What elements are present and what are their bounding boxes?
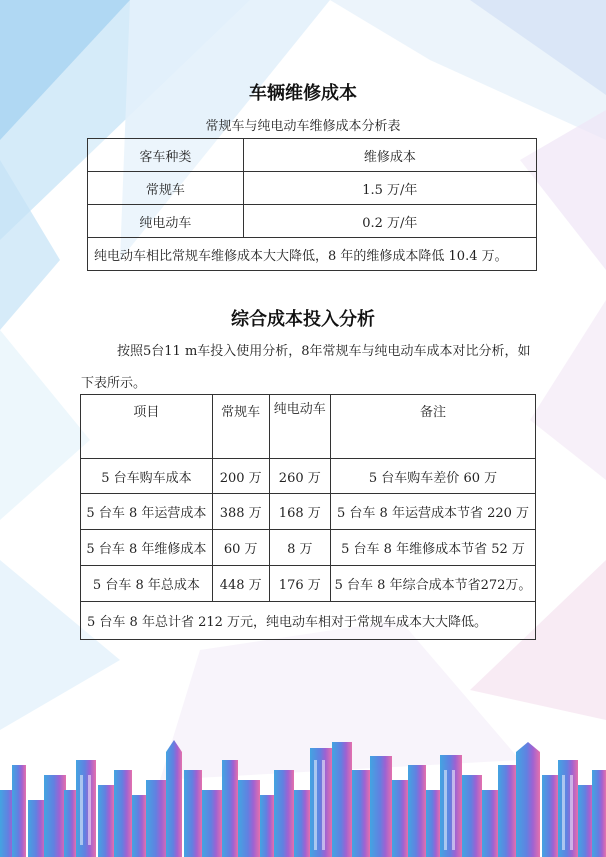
table-caption: 常规车与纯电动车维修成本分析表	[205, 119, 401, 134]
table-note: 5 台车 8 年总计省 212 万元，纯电动车相对于常规车成本大大降低。	[81, 602, 536, 640]
total-cost-table	[80, 394, 536, 640]
table-row	[81, 494, 536, 530]
table-header-row	[88, 139, 537, 172]
table-cell: 168 万	[269, 494, 331, 530]
table-header-row	[81, 395, 536, 459]
section-title-repair-cost: 车辆维修成本	[249, 83, 357, 104]
repair-cost-table	[87, 138, 537, 271]
section-title-total-cost: 综合成本投入分析	[231, 309, 375, 330]
table-row	[81, 530, 536, 566]
table-note-row	[88, 238, 537, 271]
table-cell: 388 万	[212, 494, 269, 530]
paragraph-line: 按照5台11 m车投入使用分析，8年常规车与纯电动车成本对比分析，如	[117, 344, 531, 359]
table-cell: 8 万	[269, 530, 331, 566]
header-cell: 项目	[81, 395, 213, 459]
table-cell: 5 台车购车成本	[81, 459, 213, 494]
table-cell: 60 万	[212, 530, 269, 566]
header-cell: 备注	[331, 395, 536, 459]
table-row	[88, 172, 537, 205]
table-row	[88, 205, 537, 238]
table-cell: 1.5 万/年	[243, 172, 536, 205]
table-row	[81, 566, 536, 602]
table-cell: 5 台车 8 年总成本	[81, 566, 213, 602]
table-cell: 纯电动车	[88, 205, 244, 238]
table-row	[81, 459, 536, 494]
table-cell: 200 万	[212, 459, 269, 494]
table-cell: 5 台车 8 年维修成本节省 52 万	[331, 530, 536, 566]
header-cell: 纯电动车	[269, 395, 331, 459]
table-cell: 0.2 万/年	[243, 205, 536, 238]
table-note: 纯电动车相比常规车维修成本大大降低，8 年的维修成本降低 10.4 万。	[88, 238, 537, 271]
table-cell: 常规车	[88, 172, 244, 205]
table-cell: 5 台车 8 年综合成本节省272万。	[331, 566, 536, 602]
table-cell: 448 万	[212, 566, 269, 602]
header-cell: 常规车	[212, 395, 269, 459]
table-cell: 260 万	[269, 459, 331, 494]
table-cell: 5 台车 8 年运营成本节省 220 万	[331, 494, 536, 530]
header-cell: 客车种类	[88, 139, 244, 172]
table-note-row	[81, 602, 536, 640]
header-cell: 维修成本	[243, 139, 536, 172]
table-cell: 5 台车购车差价 60 万	[331, 459, 536, 494]
paragraph-line: 下表所示。	[81, 376, 147, 391]
table-cell: 5 台车 8 年维修成本	[81, 530, 213, 566]
table-cell: 176 万	[269, 566, 331, 602]
table-cell: 5 台车 8 年运营成本	[81, 494, 213, 530]
